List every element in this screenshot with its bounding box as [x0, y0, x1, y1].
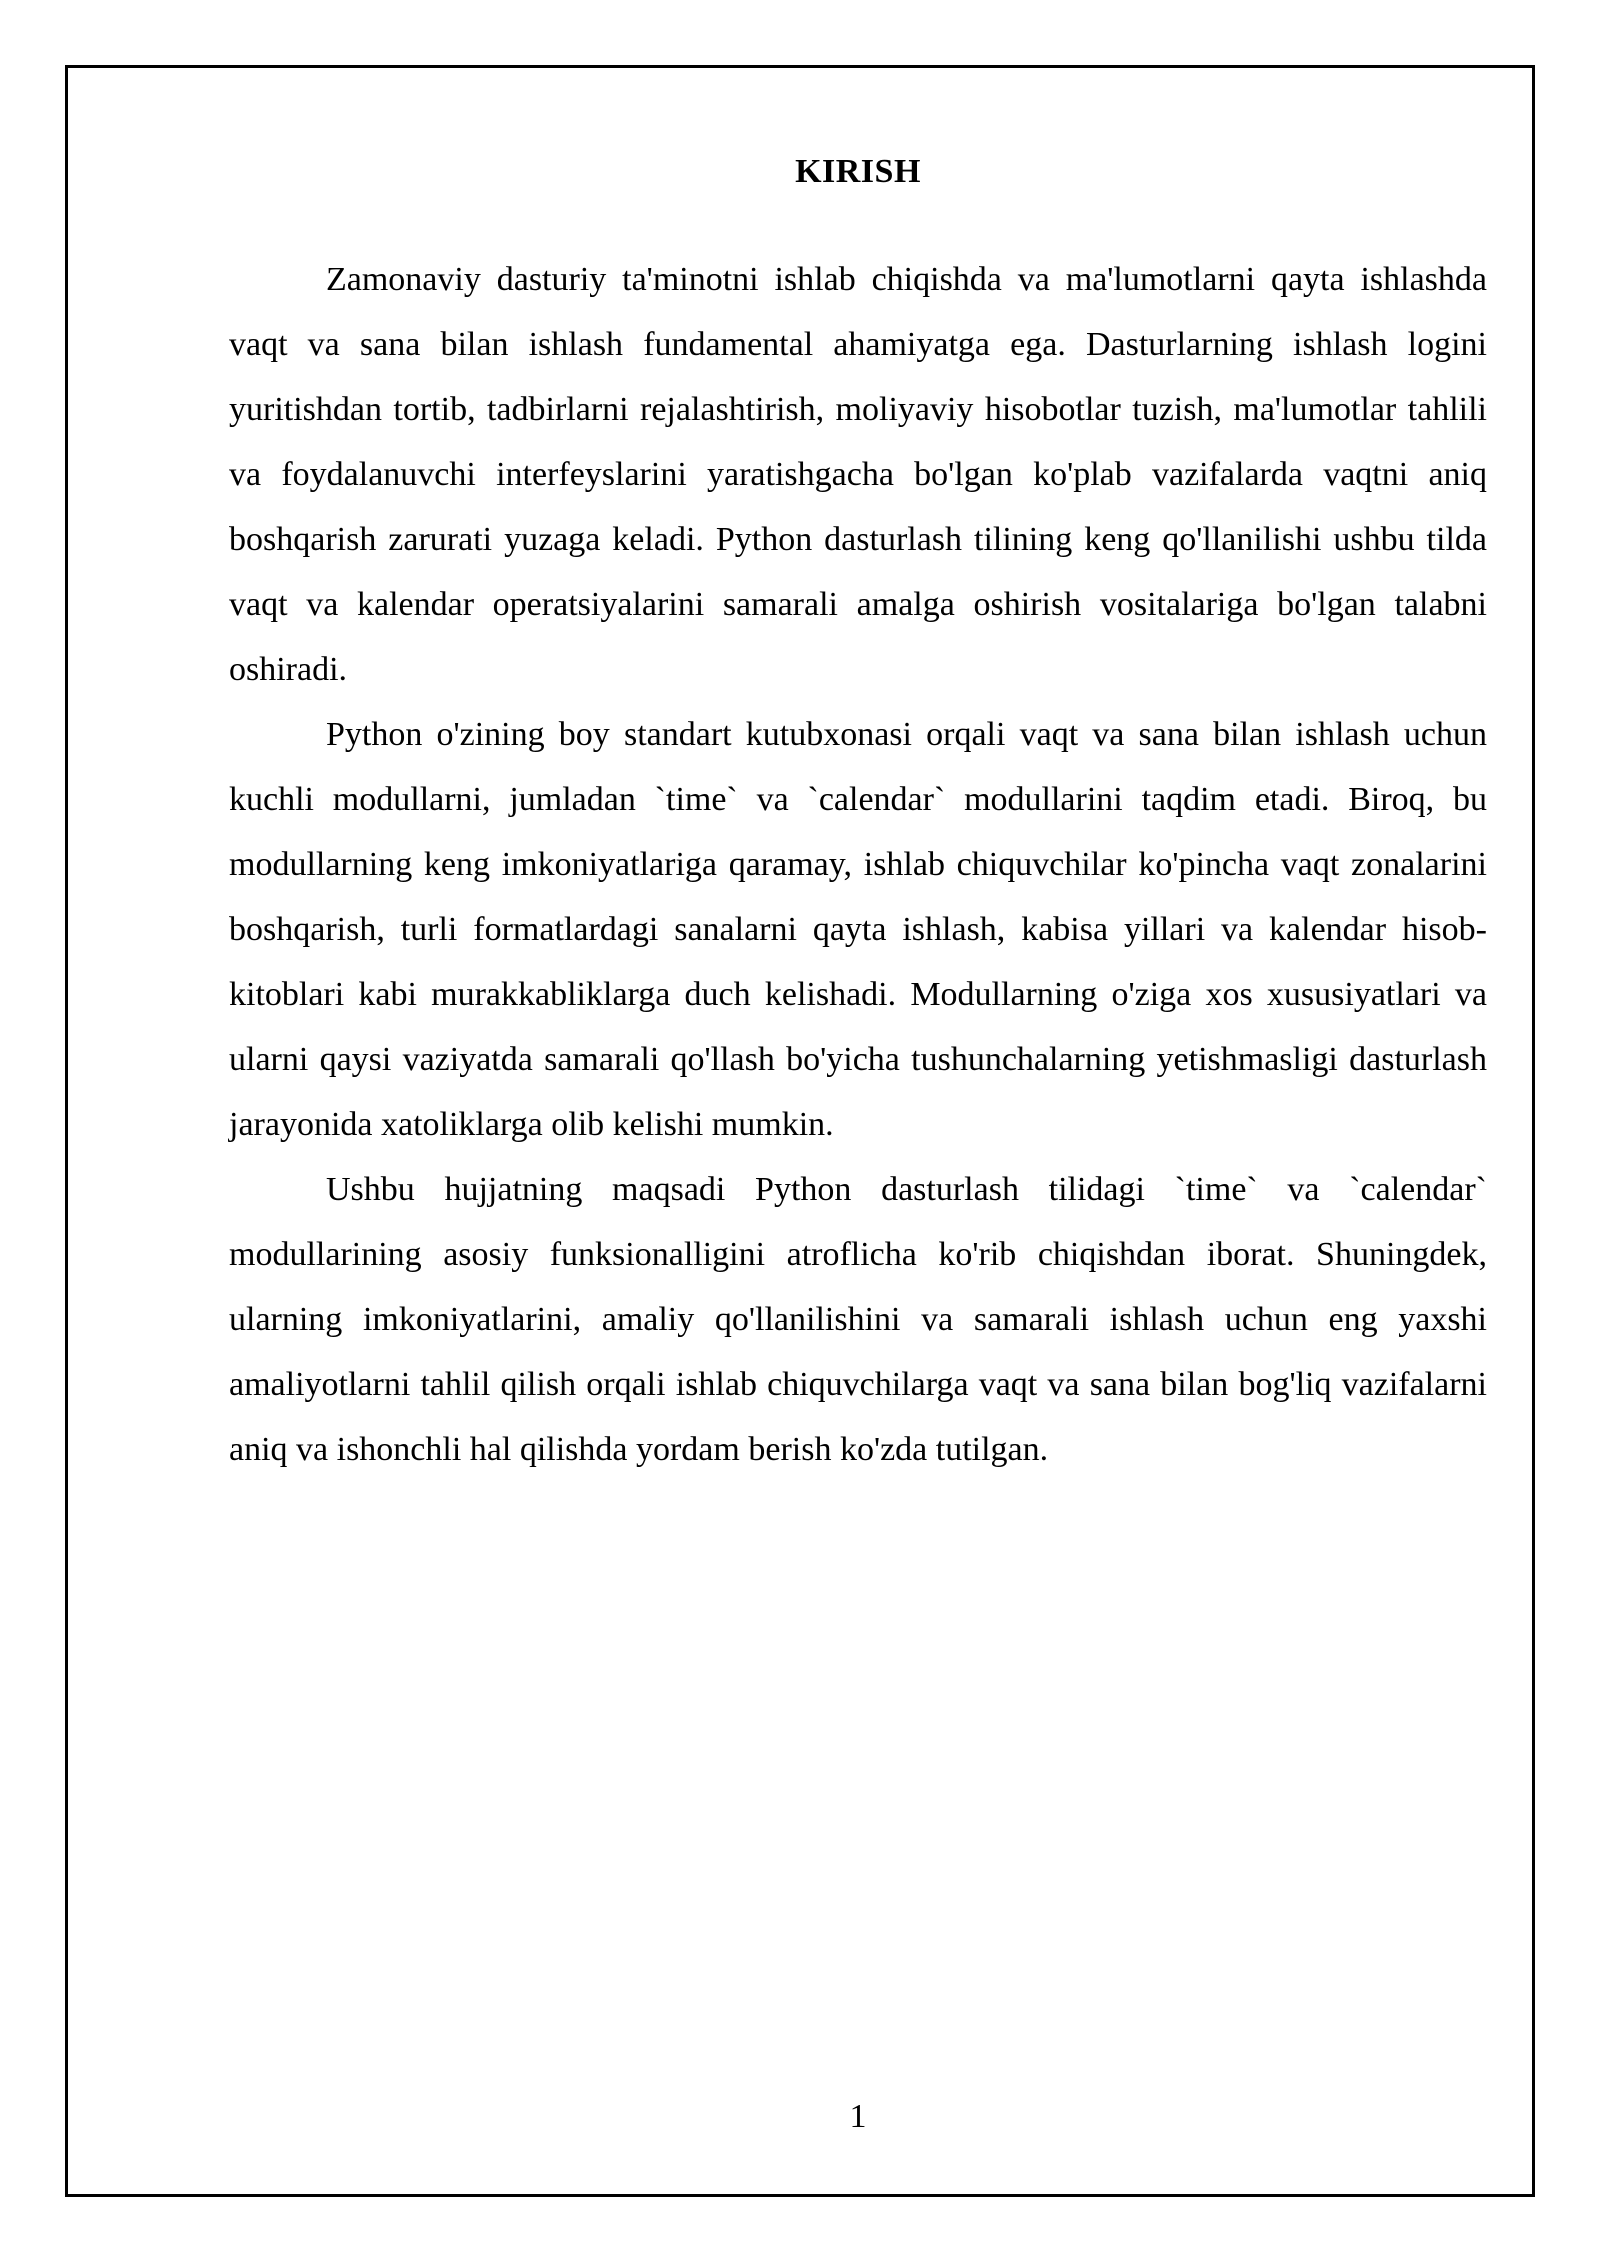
paragraph-3: Ushbu hujjatning maqsadi Python dasturlash tilidagi `time` va `calendar` modullarining asosiy funksionalligini atroflicha ko'rib chiqishdan iborat. Shuningdek, ularning imkoniyatlarini, amaliy qo'llanilishini va samarali ishlash uchun eng yaxshi amaliyotlarni tahlil qilish orqali ishlab chiquvchilarga vaqt va sana bilan bog'liq vazifalarni aniq va ishonchli hal qilishda yordam berish ko'zda tutilgan.: [229, 1171, 1487, 1468]
document-body: [229, 247, 1487, 1482]
page-title: KIRISH: [795, 153, 921, 190]
page-number: 1: [849, 2098, 867, 2135]
paragraph-1: Zamonaviy dasturiy ta'minotni ishlab chiqishda va ma'lumotlarni qayta ishlashda vaqt va sana bilan ishlash fundamental ahamiyatga ega. Dasturlarning ishlash logini yuritishdan tortib, tadbirlarni rejalashtirish, moliyaviy hisobotlar tuzish, ma'lumotlar tahlili va foydalanuvchi interfeyslarini yaratishgacha bo'lgan ko'plab vazifalarda vaqtni aniq boshqarish zarurati yuzaga keladi. Python dasturlash tilining keng qo'llanilishi ushbu tilda vaqt va kalendar operatsiyalarini samarali amalga oshirish vositalariga bo'lgan talabni oshiradi.: [229, 261, 1487, 688]
paragraph-2: Python o'zining boy standart kutubxonasi orqali vaqt va sana bilan ishlash uchun kuchli modullarni, jumladan `time` va `calendar` modullarini taqdim etadi. Biroq, bu modullarning keng imkoniyatlariga qaramay, ishlab chiquvchilar ko'pincha vaqt zonalarini boshqarish, turli formatlardagi sanalarni qayta ishlash, kabisa yillari va kalendar hisob-kitoblari kabi murakkabliklarga duch kelishadi. Modullarning o'ziga xos xususiyatlari va ularni qaysi vaziyatda samarali qo'llash bo'yicha tushunchalarning yetishmasligi dasturlash jarayonida xatoliklarga olib kelishi mumkin.: [229, 716, 1487, 1143]
